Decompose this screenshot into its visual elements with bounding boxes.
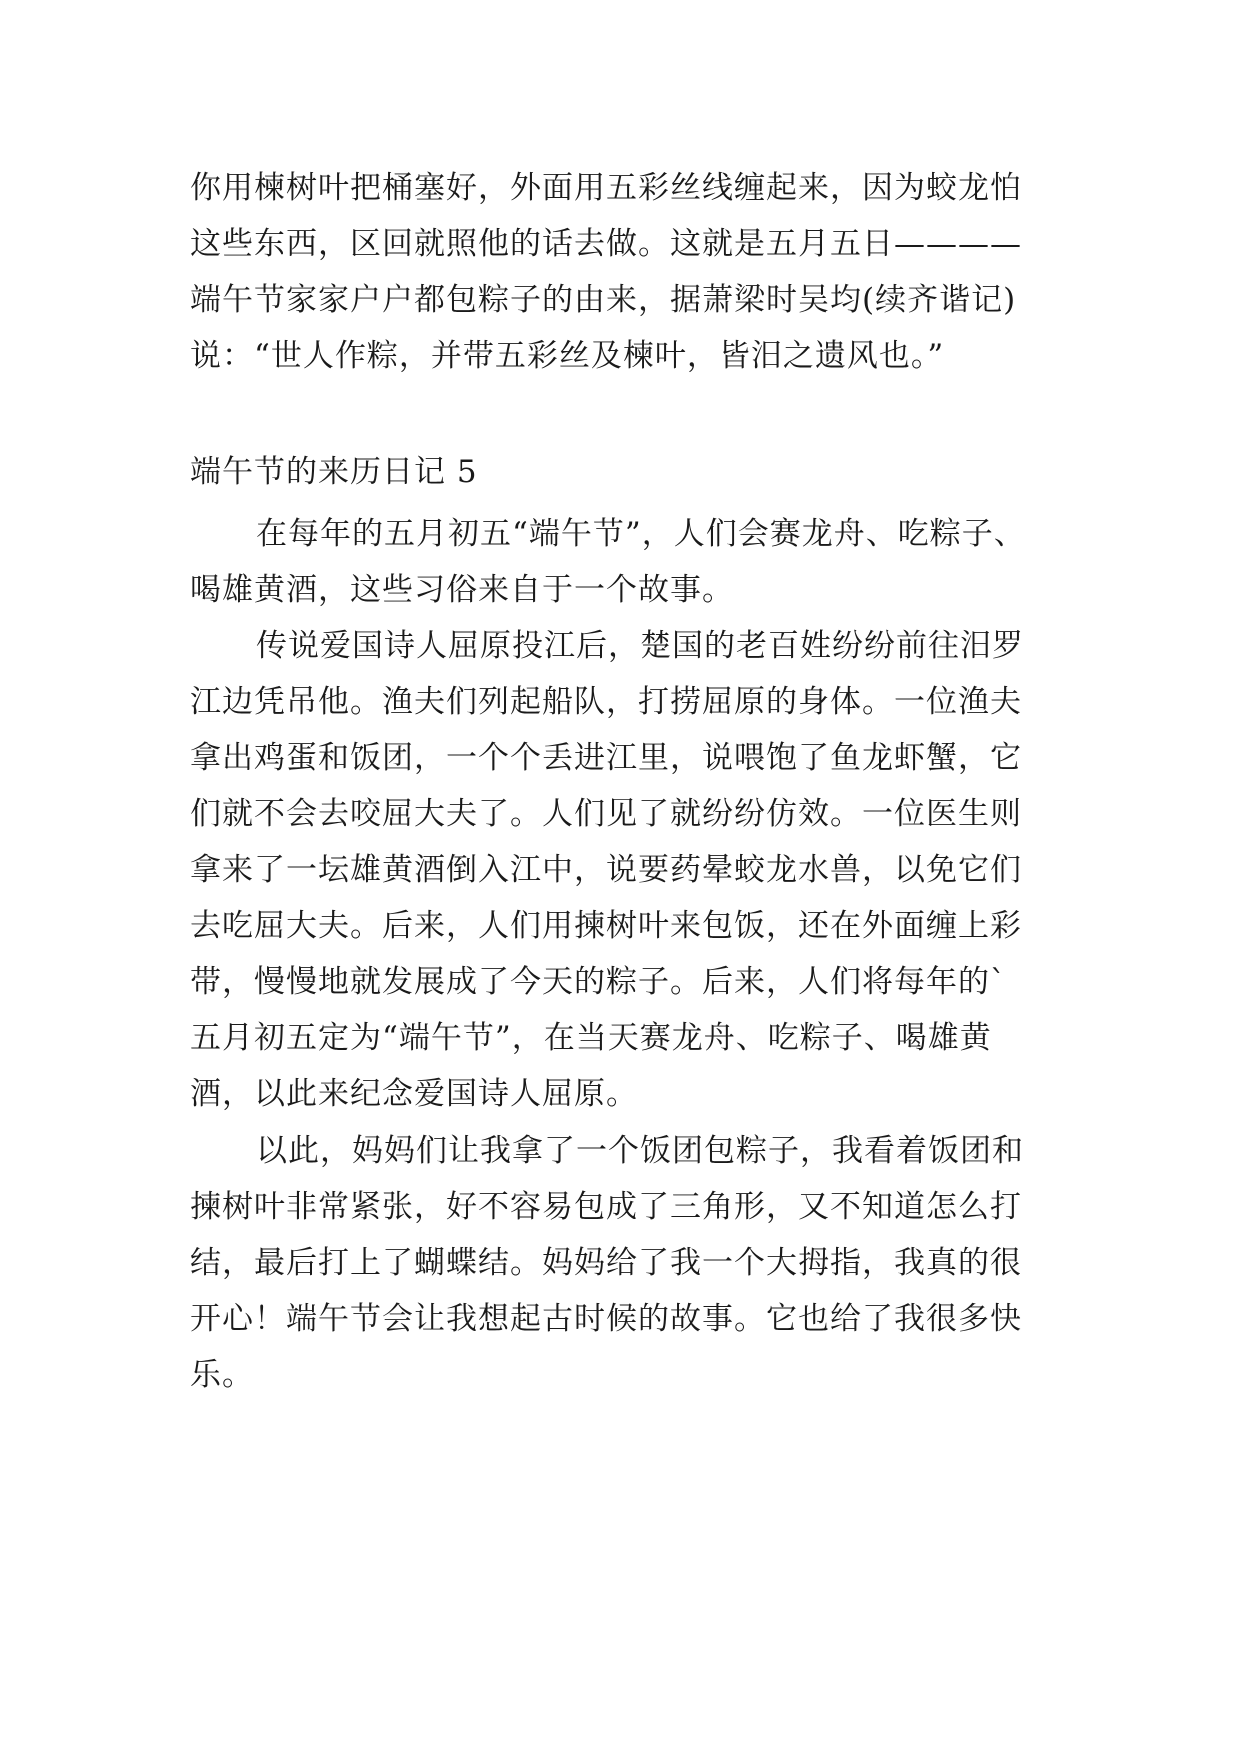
paragraph-line: 拿来了一坛雄黄酒倒入江中，说要药晕蛟龙水兽，以免它们 (190, 852, 1022, 888)
paragraph-line: 结，最后打上了蝴蝶结。妈妈给了我一个大拇指，我真的很 (190, 1245, 1022, 1281)
paragraph-line: 去吃屈大夫。后来，人们用揀树叶来包饭，还在外面缠上彩 (190, 908, 1022, 944)
paragraph-line: 开心！端午节会让我想起古时候的故事。它也给了我很多快 (190, 1301, 1022, 1337)
paragraph-line: 江边凭吊他。渔夫们列起船队，打捞屈原的身体。一位渔夫 (190, 684, 1022, 720)
continuation-paragraph (190, 160, 1070, 384)
paragraph-line: 喝雄黄酒，这些习俗来自于一个故事。 (190, 572, 734, 608)
section-heading-block (190, 444, 1070, 500)
paragraph-line: 们就不会去咬屈大夫了。人们见了就纷纷仿效。一位医生则 (190, 796, 1022, 832)
section-title: 端午节的来历日记 5 (190, 454, 478, 490)
paragraph-line: 乐。 (190, 1357, 254, 1393)
paragraph-line: 你用楝树叶把桶塞好，外面用五彩丝线缠起来，因为蛟龙怕 (190, 170, 1022, 206)
paragraph-line: 酒，以此来纪念爱国诗人屈原。 (190, 1076, 638, 1112)
paragraph-line: 拿出鸡蛋和饭团，一个个丢进江里，说喂饱了鱼龙虾蟹，它 (190, 740, 1022, 776)
paragraph-line: 带，慢慢地就发展成了今天的粽子。后来，人们将每年的` (190, 964, 1007, 1000)
paragraph-line: 以此，妈妈们让我拿了一个饭团包粽子，我看着饭团和 (256, 1133, 1024, 1169)
paragraph-line: 端午节家家户户都包粽子的由来，据萧梁时吴均(续齐谐记) (190, 282, 1017, 318)
paragraph-3 (190, 1123, 1070, 1403)
paragraph-1 (190, 506, 1070, 618)
paragraph-2 (190, 618, 1070, 1122)
paragraph-line: 说：“世人作粽，并带五彩丝及楝叶，皆汨之遗风也。” (190, 338, 945, 374)
paragraph-line: 在每年的五月初五“端午节”，人们会赛龙舟、吃粽子、 (256, 516, 1026, 552)
paragraph-line: 这些东西，区回就照他的话去做。这就是五月五日———— (190, 226, 1022, 262)
paragraph-line: 传说爱国诗人屈原投江后，楚国的老百姓纷纷前往汨罗 (256, 628, 1024, 664)
paragraph-line: 揀树叶非常紧张，好不容易包成了三角形，又不知道怎么打 (190, 1189, 1022, 1225)
paragraph-line: 五月初五定为“端午节”，在当天赛龙舟、吃粽子、喝雄黄 (190, 1020, 992, 1056)
